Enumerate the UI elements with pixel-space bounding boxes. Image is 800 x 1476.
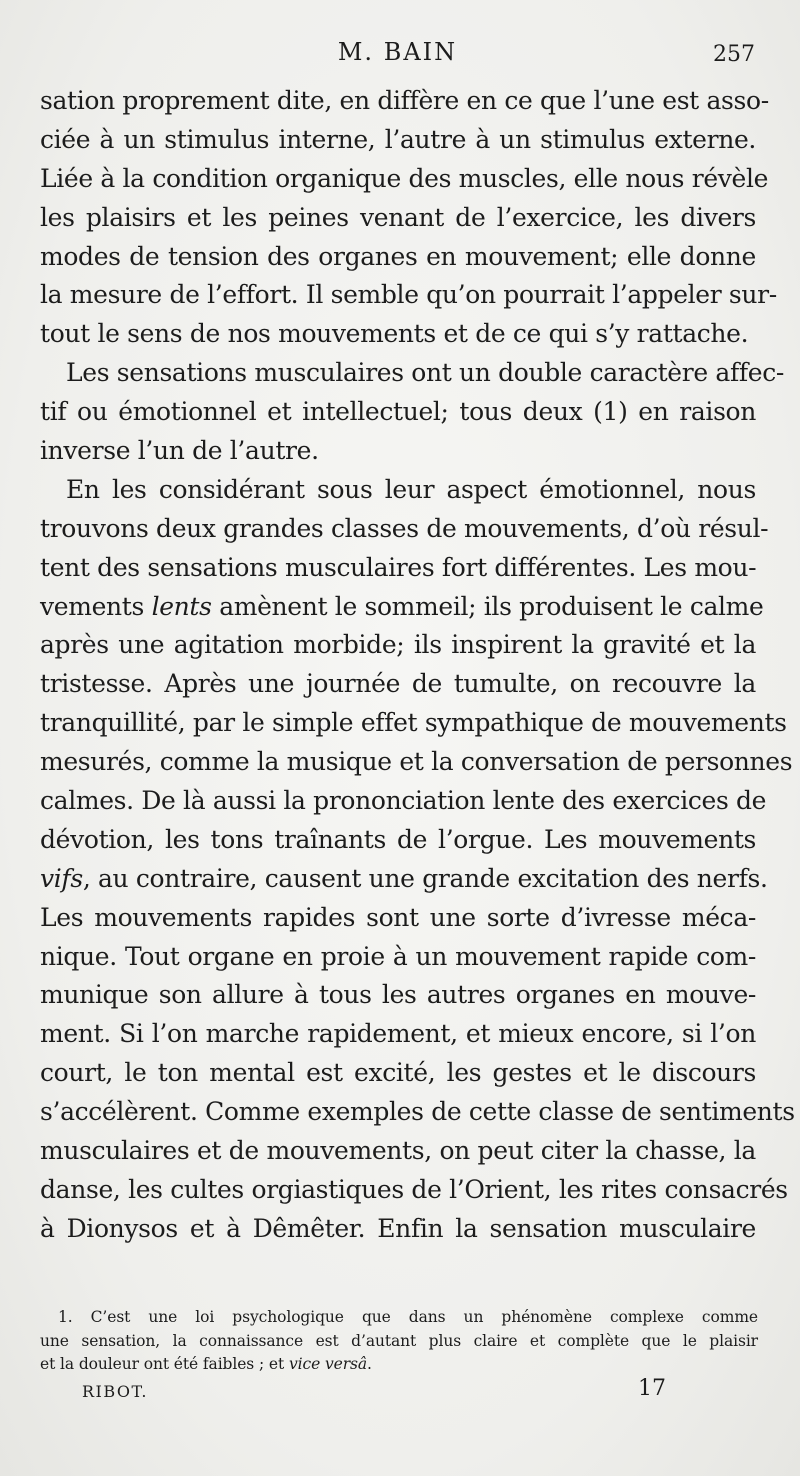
- running-title: M. BAIN: [337, 38, 458, 66]
- text-line: court, le ton mental est excité, les gestes et le discours: [40, 1058, 756, 1088]
- text-line: s’accélèrent. Comme exemples de cette classe de sentiments: [40, 1097, 795, 1127]
- text-segment: amènent le sommeil; ils produisent le calme: [219, 591, 764, 621]
- text-line: inverse l’un de l’autre.: [40, 436, 319, 466]
- text-line: danse, les cultes orgiastiques de l’Orient, les rites consacrés: [40, 1174, 788, 1204]
- text-line: [40, 588, 764, 627]
- footnote-line: [40, 1353, 758, 1377]
- text-line: après une agitation morbide; ils inspirent la gravité et la: [40, 630, 756, 660]
- page-header: [40, 38, 755, 78]
- text-segment: vements: [40, 591, 144, 621]
- text-line: Les mouvements rapides sont une sorte d’ivresse méca-: [40, 902, 756, 932]
- text-line: mesurés, comme la musique et la conversation de personnes: [40, 747, 793, 777]
- text-line: ment. Si l’on marche rapidement, et mieux encore, si l’on: [40, 1019, 756, 1049]
- text-line: munique son allure à tous les autres organes en mouve-: [40, 980, 756, 1010]
- text-line: tif ou émotionnel et intellectuel; tous deux (1) en raison: [40, 397, 756, 427]
- page-number: 257: [713, 42, 755, 67]
- footnote-text: C’est une loi psychologique que dans un phénomène complexe comme: [90, 1308, 759, 1326]
- paragraph-start-line: Les sensations musculaires ont un double caractère affec-: [66, 358, 784, 388]
- footnote-italic: vice versâ: [288, 1355, 367, 1373]
- text-line: à Dionysos et à Dêmêter. Enfin la sensation musculaire: [40, 1213, 756, 1243]
- text-line: trouvons deux grandes classes de mouvements, d’où résul-: [40, 513, 769, 543]
- printer-signature: RIBOT.: [82, 1382, 148, 1401]
- text-segment: , au contraire, causent une grande excitation des nerfs.: [82, 863, 768, 893]
- text-line: sation proprement dite, en diffère en ce que l’une est asso-: [40, 86, 769, 115]
- footnote-text: et la douleur ont été faibles ; et: [40, 1355, 285, 1373]
- text-line: [40, 860, 768, 899]
- text-line: tout le sens de nos mouvements et de ce qui s’y rattache.: [40, 319, 749, 349]
- sheet-number: 17: [638, 1376, 666, 1401]
- footnote: [40, 1306, 758, 1377]
- body-text: [40, 82, 795, 1249]
- italic-word: lents: [151, 591, 212, 621]
- footnote-marker: 1.: [58, 1308, 73, 1326]
- text-line: modes de tension des organes en mouvement; elle donne: [40, 241, 756, 271]
- text-line: tranquillité, par le simple effet sympathique de mouvements: [40, 708, 787, 738]
- text-line: la mesure de l’effort. Il semble qu’on pourrait l’appeler sur-: [40, 280, 777, 310]
- text-line: tent des sensations musculaires fort différentes. Les mou-: [40, 552, 757, 582]
- footnote-line: une sensation, la connaissance est d’autant plus claire et complète que le plaisir: [40, 1331, 758, 1350]
- text-line: ciée à un stimulus interne, l’autre à un stimulus externe.: [40, 124, 756, 154]
- footnote-text: .: [367, 1355, 372, 1373]
- text-line: Liée à la condition organique des muscles, elle nous révèle: [40, 163, 769, 193]
- footnote-line: [40, 1306, 758, 1330]
- text-line: dévotion, les tons traînants de l’orgue. Les mouvements: [40, 824, 756, 854]
- text-line: calmes. De là aussi la prononciation lente des exercices de: [40, 786, 767, 816]
- text-line: les plaisirs et les peines venant de l’exercice, les divers: [40, 202, 756, 232]
- italic-word: vifs: [40, 863, 83, 893]
- text-line: nique. Tout organe en proie à un mouvement rapide com-: [40, 941, 756, 971]
- text-line: tristesse. Après une journée de tumulte, on recouvre la: [40, 669, 756, 699]
- paragraph-start-line: En les considérant sous leur aspect émotionnel, nous: [66, 474, 756, 504]
- text-line: musculaires et de mouvements, on peut citer la chasse, la: [40, 1136, 756, 1166]
